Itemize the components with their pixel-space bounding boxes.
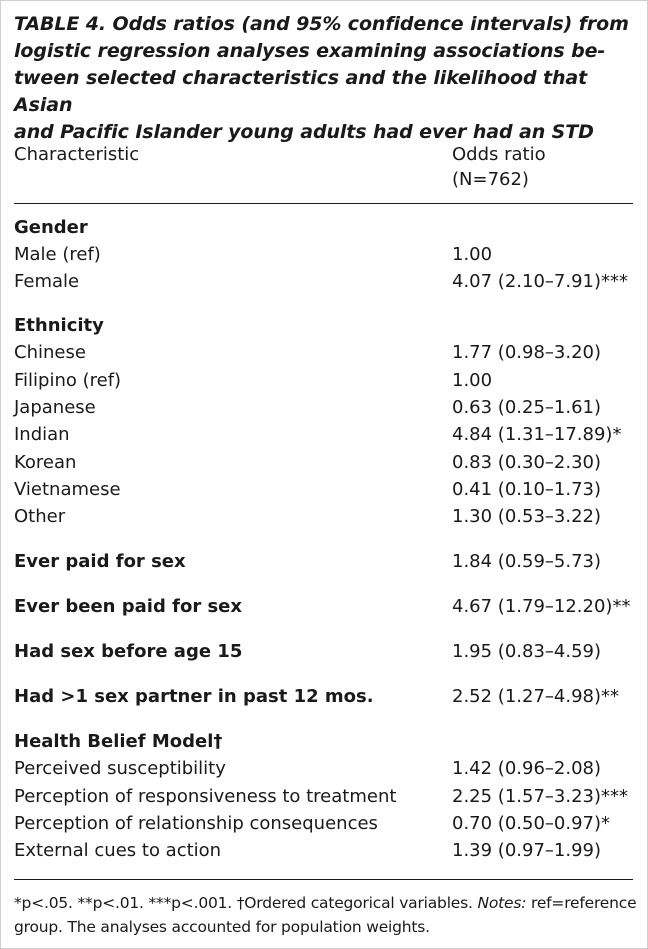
row-label: Korean <box>14 452 77 473</box>
row-label: Chinese <box>14 342 86 363</box>
row-value: 1.00 <box>452 244 493 265</box>
row-label: Ever paid for sex <box>14 551 186 572</box>
section-header-ethnicity <box>14 312 638 339</box>
table-row <box>14 449 638 476</box>
row-label: Indian <box>14 424 70 445</box>
row-label: External cues to action <box>14 840 222 861</box>
row-label: Health Belief Model† <box>14 731 223 752</box>
table-row <box>14 683 638 710</box>
table-title <box>14 11 638 146</box>
table-row <box>14 367 638 394</box>
column-header-odds-ratio-label: Odds ratio <box>452 144 546 165</box>
table-row <box>14 593 638 620</box>
table-footnote <box>14 891 638 939</box>
column-header-characteristic: Characteristic <box>14 144 140 165</box>
footnote-significance: *p<.05. **p<.01. ***p<.001. †Ordered categorical variables. <box>14 894 473 912</box>
row-value: 1.95 (0.83–4.59) <box>452 641 602 662</box>
row-value: 2.52 (1.27–4.98)** <box>452 686 620 707</box>
row-label: Gender <box>14 217 88 238</box>
row-label: Perception of responsiveness to treatment <box>14 786 397 807</box>
table-row <box>14 503 638 530</box>
footnote-notes-label: Notes: <box>477 894 527 912</box>
row-label: Japanese <box>14 397 96 418</box>
title-line: and Pacific Islander young adults had ever had an STD <box>14 121 594 143</box>
row-value: 0.63 (0.25–1.61) <box>452 397 602 418</box>
table-row <box>14 241 638 268</box>
table-row <box>14 548 638 575</box>
row-value: 1.42 (0.96–2.08) <box>452 758 602 779</box>
row-label: Female <box>14 271 80 292</box>
title-line: logistic regression analyses examining associations be- <box>14 40 606 62</box>
section-header-gender <box>14 214 638 241</box>
row-value: 4.67 (1.79–12.20)** <box>452 596 631 617</box>
header-rule <box>14 203 633 204</box>
table-row <box>14 421 638 448</box>
row-value: 0.83 (0.30–2.30) <box>452 452 602 473</box>
section-header-health-belief-model <box>14 728 638 755</box>
row-value: 1.30 (0.53–3.22) <box>452 506 602 527</box>
row-value: 0.41 (0.10–1.73) <box>452 479 602 500</box>
table-row <box>14 394 638 421</box>
footer-rule <box>14 879 633 880</box>
row-value: 1.39 (0.97–1.99) <box>452 840 602 861</box>
table-row <box>14 268 638 295</box>
row-value: 1.84 (0.59–5.73) <box>452 551 602 572</box>
row-value: 4.84 (1.31–17.89)* <box>452 424 622 445</box>
row-value: 1.00 <box>452 370 493 391</box>
title-line: tween selected characteristics and the likelihood that Asian <box>14 67 588 116</box>
title-line: TABLE 4. Odds ratios (and 95% confidence intervals) from <box>14 13 629 35</box>
row-label: Perception of relationship consequences <box>14 813 378 834</box>
table-row <box>14 837 638 864</box>
table-row <box>14 755 638 782</box>
row-label: Vietnamese <box>14 479 121 500</box>
table-row <box>14 339 638 366</box>
table-row <box>14 783 638 810</box>
row-label: Ethnicity <box>14 315 104 336</box>
footnote-notes-text: ref=reference <box>531 894 637 912</box>
table-row <box>14 476 638 503</box>
row-label: Ever been paid for sex <box>14 596 242 617</box>
row-value: 0.70 (0.50–0.97)* <box>452 813 611 834</box>
row-value: 1.77 (0.98–3.20) <box>452 342 602 363</box>
footnote-notes-text-continued: group. The analyses accounted for population weights. <box>14 918 430 936</box>
table-row <box>14 638 638 665</box>
row-label: Other <box>14 506 66 527</box>
row-value: 4.07 (2.10–7.91)*** <box>452 271 629 292</box>
table-row <box>14 810 638 837</box>
row-label: Filipino (ref) <box>14 370 122 391</box>
row-label: Perceived susceptibility <box>14 758 226 779</box>
row-label: Had >1 sex partner in past 12 mos. <box>14 686 374 707</box>
row-label: Had sex before age 15 <box>14 641 243 662</box>
column-header-n: (N=762) <box>452 169 529 190</box>
row-value: 2.25 (1.57–3.23)*** <box>452 786 629 807</box>
row-label: Male (ref) <box>14 244 101 265</box>
column-header-odds-ratio <box>452 142 546 192</box>
